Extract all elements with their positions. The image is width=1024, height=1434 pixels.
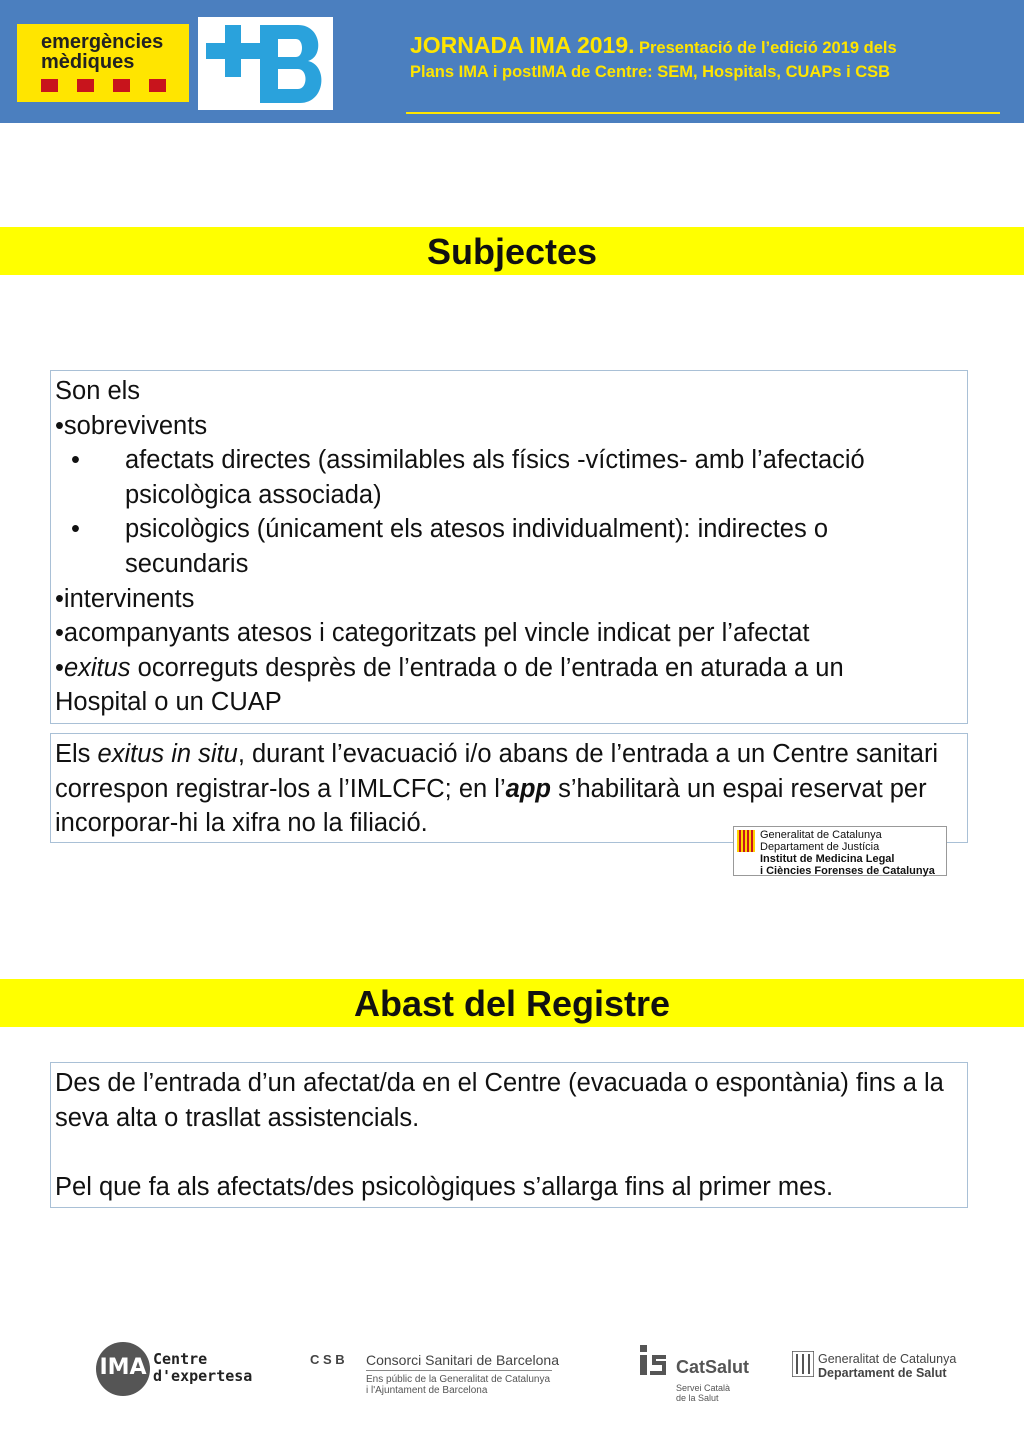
sem-logo-line1: emergències [41,31,164,53]
sub-item-text: afectats directes (assimilables als físics -víctimes- amb l’afectació [125,446,865,475]
sem-logo-line2: mèdiques [41,51,135,73]
list-item: •intervinents [55,584,195,613]
list-item: •sobrevivents [55,411,208,440]
imlcfc-line3: Institut de Medicina Legal [760,853,895,865]
bullet: • [55,653,64,682]
sub-list-item [55,443,963,512]
note-app-term: app [505,774,551,803]
ima-line2: d'expertesa [153,1367,253,1385]
header-title-sub: Presentació de l’edició 2019 dels [638,39,897,57]
abast-paragraph: Pel que fa als afectats/des psicològiques s’allarga fins al primer mes. [55,1172,834,1201]
ima-line1: Centre [153,1350,208,1368]
ima-mark: IMA [99,1355,147,1380]
catsalut-sub1: Servei Català [676,1383,731,1393]
csb-name: Consorci Sanitari de Barcelona [366,1352,559,1368]
section-title: Abast del Registre [353,983,671,1024]
csb-divider [366,1370,552,1371]
csb-logo [310,1352,560,1400]
note-text: Els [55,740,98,768]
catsalut-sub2: de la Salut [676,1393,719,1403]
intro-text: Son els [55,377,141,405]
bullet: • [71,446,80,475]
exitus-text-line2: Hospital o un CUAP [55,688,282,717]
header-banner [0,0,1024,123]
csb-sub1: Ens públic de la Generalitat de Catalunya [366,1374,551,1385]
header-title-main: JORNADA IMA 2019. [410,32,635,58]
header-title [410,32,1010,82]
sub-item-text: secundaris [125,549,249,578]
bullet: • [71,515,80,544]
generalitat-emblem-icon [792,1351,814,1377]
sub-item-text: psicològica associada) [125,480,382,509]
note-emphasis: exitus in situ [97,740,238,768]
catsalut-logo [638,1343,768,1403]
sem-logo-square [113,79,130,92]
csb-sub2: i l'Ajuntament de Barcelona [366,1385,488,1396]
gencat-line1: Generalitat de Catalunya [818,1352,957,1366]
sem-logo [17,24,189,102]
sem-logo-square [149,79,166,92]
sem-logo-square [41,79,58,92]
section-title: Subjectes [426,231,598,272]
csb-mark: C S B [310,1352,345,1367]
ima-centre-expertesa-logo [95,1341,255,1397]
section-bar-subjectes [0,227,1024,275]
abast-paragraph: Des de l’entrada d’un afectat/da en el Centre (evacuada o espontània) fins a la seva alta o trasllat assistencials. [55,1069,944,1132]
list-item: •acompanyants atesos i categoritzats pel vincle indicat per l’afectat [55,619,810,648]
note-text: , durant l’evacuació i/o abans de l’entrada a un Centre sanitari correspon registrar-los a l’IMLCFC; en l’ [55,740,939,803]
imlcfc-line4: i Ciències Forenses de Catalunya [760,865,935,877]
subjectes-box [50,370,968,724]
list-item [55,651,963,720]
abast-box [50,1062,968,1208]
sub-item-text: psicològics (únicament els atesos individualment): indirectes o [125,515,829,544]
exitus-term: exitus [63,653,131,682]
imlcfc-line1: Generalitat de Catalunya [760,829,882,841]
note-text: s’habilitarà un espai reservat per incorporar-hi la xifra no la filiació. [55,774,927,838]
catsalut-icon [638,1343,668,1377]
senyera-icon [737,830,755,852]
header-title-line2: Plans IMA i postIMA de Centre: SEM, Hospitals, CUAPs i CSB [410,63,891,81]
sem-logo-square [77,79,94,92]
gencat-salut-logo [792,1351,972,1381]
catsalut-name: CatSalut [676,1357,750,1377]
plus-b-logo [198,17,333,110]
section-bar-abast [0,979,1024,1027]
sub-list-item [55,512,963,581]
imlcfc-line2: Departament de Justícia [760,841,880,853]
imlcfc-logo [733,826,947,876]
gencat-line2: Departament de Salut [818,1366,947,1380]
exitus-text: ocorreguts desprès de l’entrada o de l’entrada en aturada a un [130,653,844,682]
header-divider [406,112,1000,114]
